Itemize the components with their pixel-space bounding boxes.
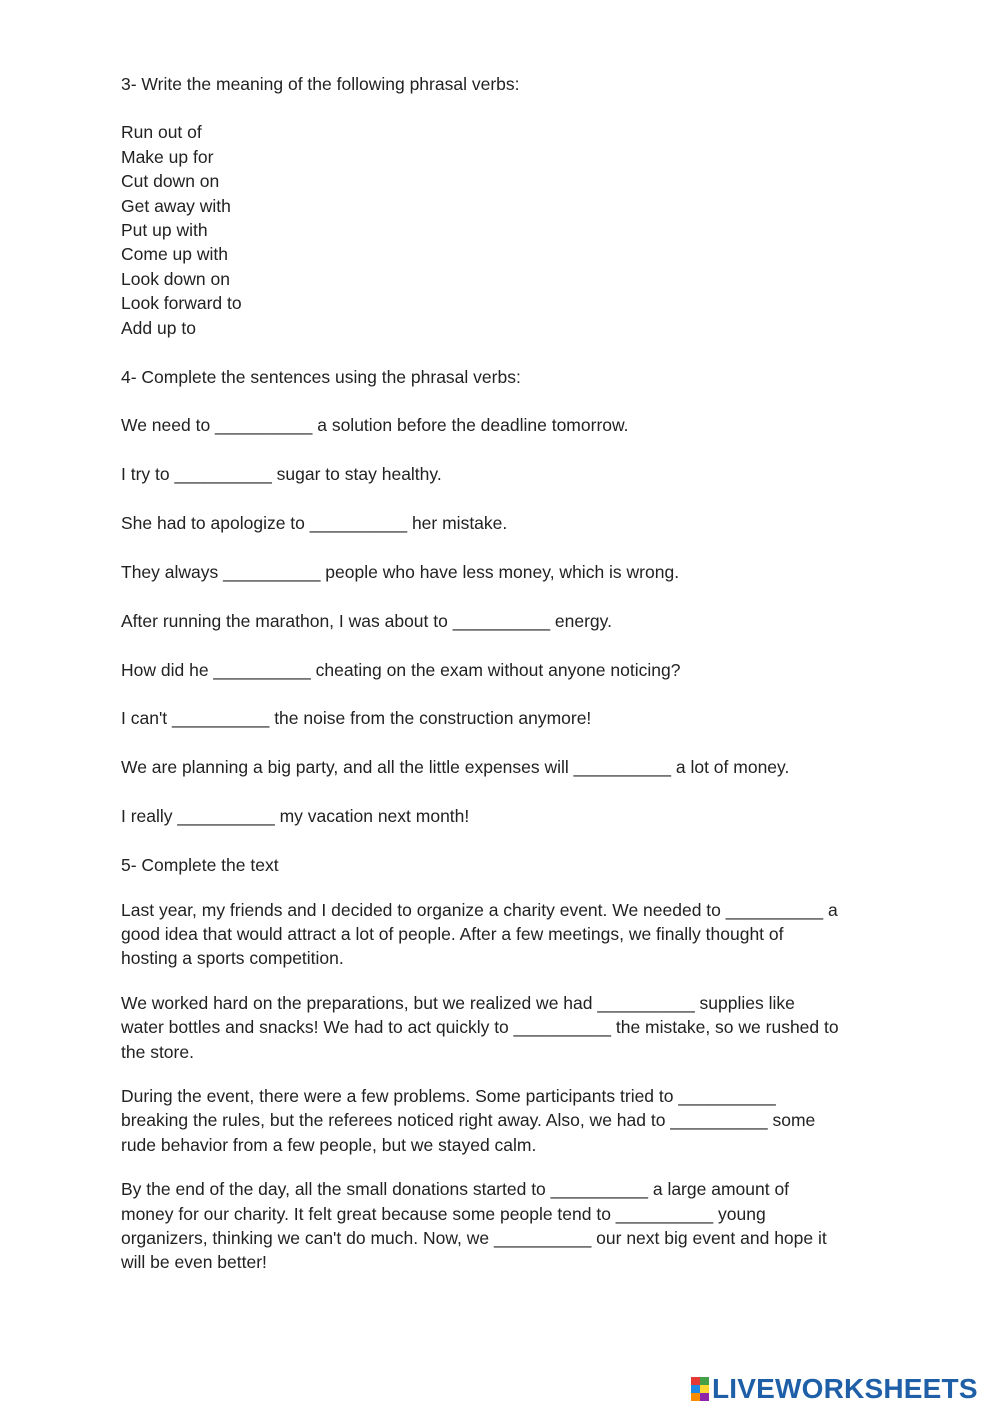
phrasal-verb-item: Make up for [121,146,214,167]
worksheet-page [121,72,881,1295]
fill-in-sentence: I can't __________ the noise from the construction anymore! [121,708,592,729]
story-paragraph: We worked hard on the preparations, but we realized we had __________ supplies like water bottles and snacks! We had to act quickly to __________ the mistake, so we rushed to the store. [121,992,839,1062]
story-paragraph: By the end of the day, all the small donations started to __________ a large amount of money for our charity. It felt great because some people tend to __________ young organizers, thinking we can't do much. Now, we __________ our next big event and hope it will be even better! [121,1179,827,1273]
story-paragraph: Last year, my friends and I decided to organize a charity event. We needed to __________ a good idea that would attract a lot of people. After a few meetings, we finally thought of hosting a sports competition. [121,899,838,969]
phrasal-verb-list [121,120,881,340]
phrasal-verb-item: Look forward to [121,293,242,314]
phrasal-verb-item: Put up with [121,220,208,241]
fill-in-sentence: They always __________ people who have less money, which is wrong. [121,561,680,582]
story-paragraph: During the event, there were a few problems. Some participants tried to __________ breaking the rules, but the referees noticed right away. Also, we had to __________ some rude behavior from a few people, but we stayed calm. [121,1085,816,1155]
section-5-heading: 5- Complete the text [121,855,279,876]
fill-in-sentence: How did he __________ cheating on the exam without anyone noticing? [121,659,681,680]
fill-in-sentence: We need to __________ a solution before the deadline tomorrow. [121,414,629,435]
liveworksheets-logo-text: LIVEWORKSHEETS [712,1373,978,1404]
story-text [121,898,881,1275]
fill-in-sentence: I try to __________ sugar to stay healthy. [121,463,442,484]
phrasal-verb-item: Cut down on [121,171,220,192]
fill-in-sentence: We are planning a big party, and all the little expenses will __________ a lot of money. [121,757,790,778]
liveworksheets-logo [691,1374,978,1404]
fill-in-sentence: She had to apologize to __________ her mistake. [121,512,508,533]
section-3-heading: 3- Write the meaning of the following phrasal verbs: [121,74,520,94]
phrasal-verb-item: Get away with [121,195,231,216]
phrasal-verb-item: Add up to [121,317,196,338]
section-4-heading: 4- Complete the sentences using the phrasal verbs: [121,366,521,387]
phrasal-verb-item: Run out of [121,122,202,143]
phrasal-verb-item: Come up with [121,244,228,265]
phrasal-verb-item: Look down on [121,268,230,289]
fill-in-sentence: After running the marathon, I was about to __________ energy. [121,610,612,631]
liveworksheets-logo-icon [691,1377,709,1401]
sentence-list [121,413,881,829]
fill-in-sentence: I really __________ my vacation next month! [121,806,470,827]
